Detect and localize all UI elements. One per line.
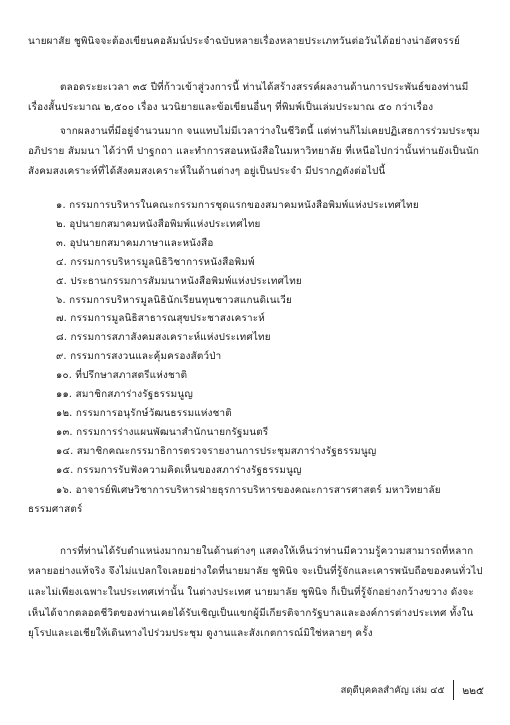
list-item: ๙. กรรมการสงวนและคุ้มครองสัตว์ป่า — [56, 351, 222, 363]
positions-list — [28, 197, 486, 519]
list-item: ๑. กรรมการบริหารในคณะกรรมการชุดแรกของสมาคมหนังสือพิมพ์แห่งประเทศไทย — [56, 200, 419, 211]
reputation-paragraph: จากผลงานที่มีอยู่จำนวนมาก จนแทบไม่มีเวลาว่างในชีวิตนี้ แต่ท่านก็ไม่เคยปฏิเสธการร่วมประชุม อภิปราย สัมมนา ได้ว่าที ปาฐกถา และทำการสอนหนังสือในมหาวิทยาลัย ที่เหนือไปกว่านั้นท่านยังเป็นนักสังคมสงเคราะห์ที่ได้สังคมสงเคราะห์ในด้านต่างๆ อยู่เป็นประจำ มีปรากฏดังต่อไปนี้ — [28, 125, 480, 177]
list-item: ๖. กรรมการบริหารมูลนิธินักเรียนทุนชาวสแกนดิเนเวีย — [56, 294, 293, 306]
list-item: ๒. อุปนายกสมาคมหนังสือพิมพ์แห่งประเทศไทย — [56, 218, 261, 230]
page-footer — [341, 679, 484, 701]
list-item: ๑๕. กรรมการรับฟังความคิดเห็นของสภาร่างรัฐธรรมนูญ — [56, 464, 302, 476]
page-number: ๒๒๕ — [462, 684, 484, 697]
list-item: ๑๖. อาจารย์พิเศษวิชาการบริหารฝ่ายธุรการบริหารของคณะการสารศาสตร์ มหาวิทยาลัยธรรมศาสตร์ — [28, 484, 441, 515]
career-paragraph: ตลอดระยะเวลา ๓๕ ปีที่ก้าวเข้าสู่วงการนี้ ท่านได้สร้างสรรค์ผลงานด้านการประพันธ์ของท่านมีเรื่องสั้นประมาณ ๒,๕๐๐ เรื่อง นวนิยายและข้อเขียนอื่นๆ ที่พิมพ์เป็นเล่มประมาณ ๕๐ กว่าเรื่อง — [28, 81, 469, 113]
list-item: ๑๔. สมาชิกคณะกรรมาธิการตรวจรายงานการประชุมสภาร่างรัฐธรรมนูญ — [56, 445, 377, 457]
footer-divider — [453, 680, 455, 700]
list-item: ๑๒. กรรมการอนุรักษ์วัฒนธรรมแห่งชาติ — [56, 407, 232, 419]
list-item: ๕. ประธานกรรมการสัมมนาหนังสือพิมพ์แห่งประเทศไทย — [56, 275, 302, 287]
list-item: ๓. อุปนายกสมาคมภาษาและหนังสือ — [56, 237, 214, 249]
list-item: ๑๓. กรรมการร่างแผนพัฒนาสำนักนายกรัฐมนตรี — [56, 426, 269, 438]
footer-book-title: สดุดีบุคคลสำคัญ เล่ม ๔๕ — [340, 684, 445, 696]
intro-paragraph: นายผาสัย ชูพินิจจะต้องเขียนคอลัมน์ประจำฉบับหลายเรื่องหลายประเภทวันต่อวันได้อย่างน่าอัศจรรย์ — [28, 35, 460, 47]
closing-paragraph: การที่ท่านได้รับตำแหน่งมากมายในด้านต่างๆ แสดงให้เห็นว่าท่านมีความรู้ความสามารถที่หลากหลายอย่างแท้จริง จึงไม่แปลกใจเลยอย่างใดที่นายมาลัย ชูพินิจ จะเป็นที่รู้จักและเคารพนับถือของคนทั่วไปและไม่เพียงเฉพาะในประเทศเท่านั้น ในต่างประเทศ นายมาลัย ชูพินิจ ก็เป็นที่รู้จักอย่างกว้างขวาง ดังจะเห็นได้จากตลอดชีวิตของท่านเคยได้รับเชิญเป็นแขกผู้มีเกียรติจากรัฐบาลและองค์การต่างประเทศ ทั้งในยุโรปและเอเชียให้เดินทางไปร่วมประชุม ดูงานและสังเกตการณ์มิใช่หลายๆ ครั้ง — [28, 545, 483, 640]
list-item: ๔. กรรมการบริหารมูลนิธิวิชาการหนังสือพิมพ์ — [56, 256, 255, 268]
list-item: ๗. กรรมการมูลนิธิสาธารณสุขประชาสงเคราะห์ — [56, 313, 265, 325]
list-item: ๑๐. ที่ปรึกษาสภาสตรีแห่งชาติ — [56, 370, 188, 382]
list-item: ๘. กรรมการสภาสังคมสงเคราะห์แห่งประเทศไทย — [56, 332, 271, 344]
list-item: ๑๑. สมาชิกสภาร่างรัฐธรรมนูญ — [56, 389, 193, 401]
